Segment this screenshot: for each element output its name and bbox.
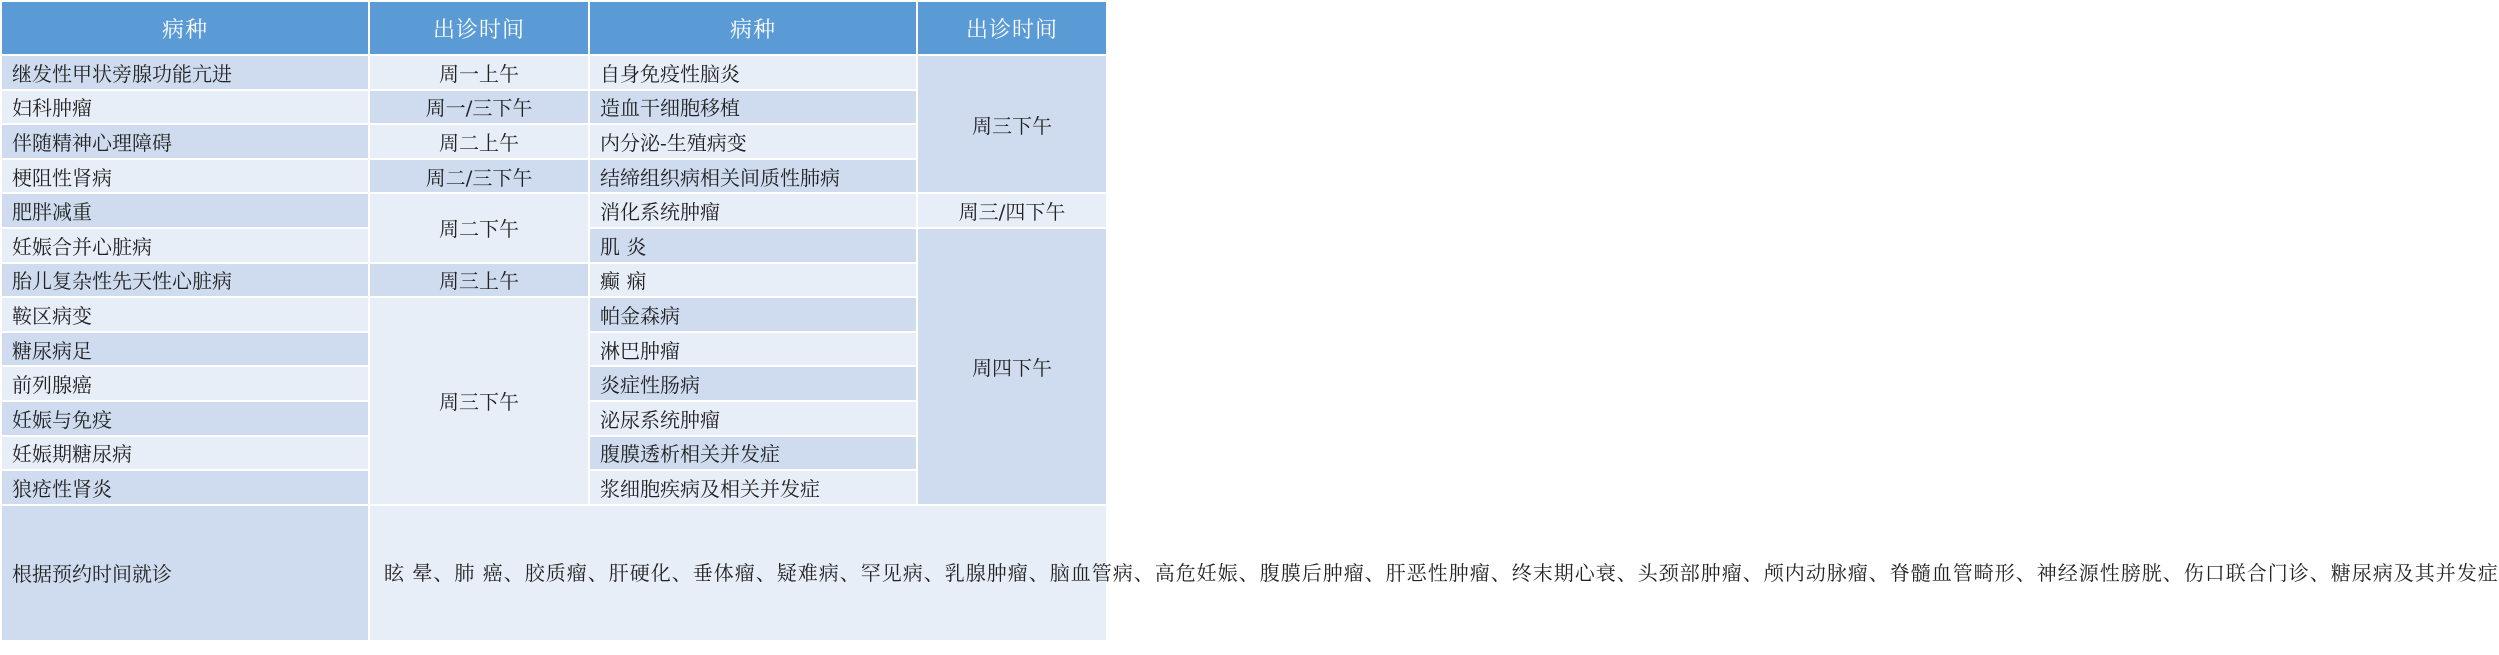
disease-cell: 糖尿病足	[2, 333, 370, 368]
disease-cell: 泌尿系统肿瘤	[590, 402, 918, 437]
disease-cell: 前列腺癌	[2, 367, 370, 402]
disease-cell: 妇科肿瘤	[2, 91, 370, 126]
header-time-2: 出诊时间	[918, 2, 1108, 56]
time-cell: 周三下午	[370, 298, 590, 506]
disease-cell: 自身免疫性脑炎	[590, 56, 918, 91]
disease-cell: 胎儿复杂性先天性心脏病	[2, 264, 370, 299]
disease-cell: 癫 痫	[590, 264, 918, 299]
disease-cell: 继发性甲状旁腺功能亢进	[2, 56, 370, 91]
disease-cell: 伴随精神心理障碍	[2, 125, 370, 160]
disease-cell: 妊娠期糖尿病	[2, 437, 370, 472]
disease-cell: 内分泌-生殖病变	[590, 125, 918, 160]
footer-row	[2, 506, 1108, 642]
disease-cell: 结缔组织病相关间质性肺病	[590, 160, 918, 195]
table-row	[2, 56, 1108, 91]
time-cell: 周一/三下午	[370, 91, 590, 126]
disease-cell: 肌 炎	[590, 229, 918, 264]
disease-cell: 炎症性肠病	[590, 367, 918, 402]
disease-cell: 狼疮性肾炎	[2, 471, 370, 506]
disease-cell: 肥胖减重	[2, 194, 370, 229]
time-cell: 周二/三下午	[370, 160, 590, 195]
time-cell: 周三/四下午	[918, 194, 1108, 229]
time-cell: 周二上午	[370, 125, 590, 160]
clinic-schedule-table	[2, 2, 2499, 642]
disease-cell: 造血干细胞移植	[590, 91, 918, 126]
header-row	[2, 2, 1108, 56]
disease-cell: 腹膜透析相关并发症	[590, 437, 918, 472]
time-cell: 周三上午	[370, 264, 590, 299]
disease-cell: 妊娠与免疫	[2, 402, 370, 437]
header-disease: 病种	[2, 2, 370, 56]
disease-cell: 淋巴肿瘤	[590, 333, 918, 368]
disease-cell: 帕金森病	[590, 298, 918, 333]
table-row	[2, 194, 1108, 229]
time-cell: 周三下午	[918, 56, 1108, 194]
header-time: 出诊时间	[370, 2, 590, 56]
time-cell: 周一上午	[370, 56, 590, 91]
time-cell: 周四下午	[918, 229, 1108, 506]
header-disease-2: 病种	[590, 2, 918, 56]
time-cell: 周二下午	[370, 194, 590, 263]
appointment-label: 根据预约时间就诊	[2, 506, 370, 642]
disease-cell: 消化系统肿瘤	[590, 194, 918, 229]
appointment-disease-list: 眩 晕、肺 癌、胶质瘤、肝硬化、垂体瘤、疑难病、罕见病、乳腺肿瘤、脑血管病、高危妊娠、腹膜后肿瘤、肝恶性肿瘤、终末期心衰、头颈部肿瘤、颅内动脉瘤、脊髓血管畸形、神经源性膀胱、伤口联合门诊、糖尿病及其并发症	[370, 506, 1108, 642]
disease-cell: 浆细胞疾病及相关并发症	[590, 471, 918, 506]
disease-cell: 鞍区病变	[2, 298, 370, 333]
disease-cell: 梗阻性肾病	[2, 160, 370, 195]
disease-cell: 妊娠合并心脏病	[2, 229, 370, 264]
